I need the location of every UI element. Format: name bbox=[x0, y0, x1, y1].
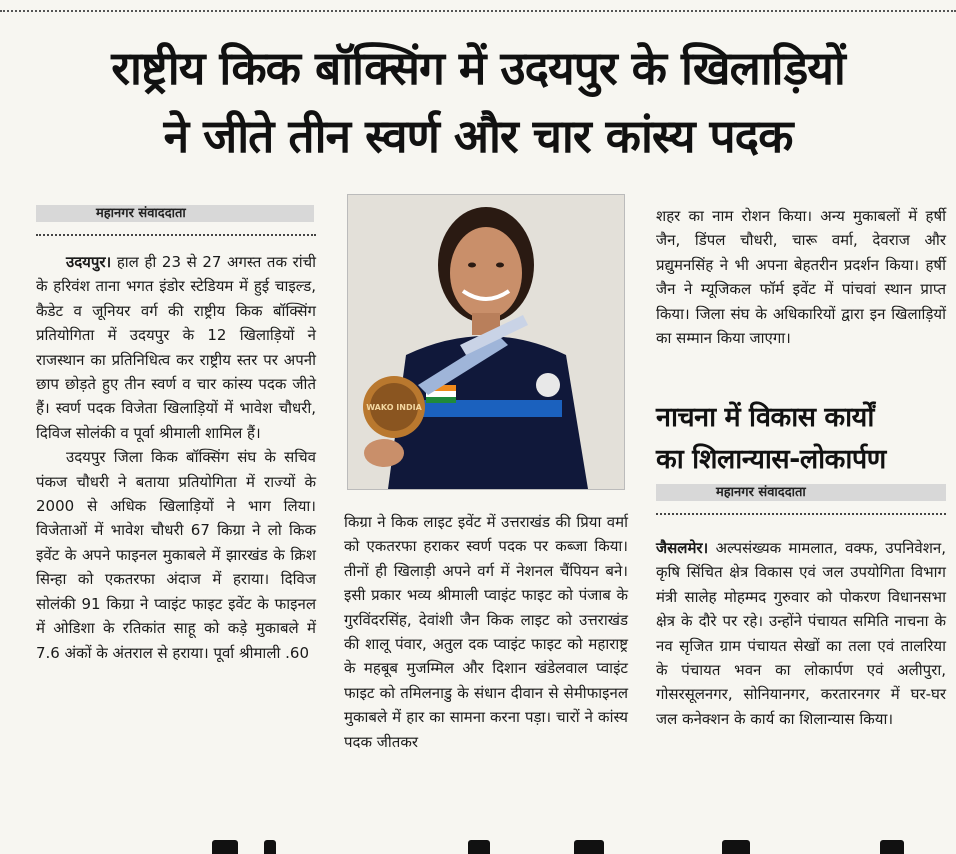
dateline-jaisalmer: जैसलमेर। bbox=[656, 539, 709, 557]
photo-illustration bbox=[348, 195, 624, 489]
article-1-column-2 bbox=[344, 510, 628, 754]
article-2-text: अल्पसंख्यक मामलात, वक्फ, उपनिवेशन, कृषि सिंचित क्षेत्र विकास एवं जल उपयोगिता विभाग मंत्री सालेह मोहम्मद गुरुवार को पोकरण विधानसभा क्षेत्र के दौरे पर रहे। उन्होंने पंचायत समिति नाचना के नव सृजित ग्राम पंचायत सेखों का तला एवं तालरिया के पंचायत भवन का लोकार्पण एवं अलीपुरा, गोसरसूलनगर, सोनियानगर, करतारनगर में घर-घर जल कनेक्शन के कार्य का शिलान्यास किया। bbox=[656, 539, 946, 728]
headline-line-1: राष्ट्रीय किक बॉक्सिंग में उदयपुर के खिलाड़ियों bbox=[111, 41, 845, 95]
byline-rule-2 bbox=[656, 513, 946, 515]
article-2-headline-line-2: का शिलान्यास-लोकार्पण bbox=[656, 444, 886, 475]
paragraph-1 bbox=[36, 250, 316, 445]
article-2-headline-line-1: नाचना में विकास कार्यों bbox=[656, 402, 874, 433]
column-2-text: किग्रा ने किक लाइट इवेंट में उत्तराखंड की प्रिया वर्मा को एकतरफा हराकर स्वर्ण पदक पर कब्जा किया। तीनों ही खिलाड़ी अपने वर्ग में नेशनल चैंपियन बने। इसी प्रकार भव्य श्रीमाली प्वाइंट फाइट को पंजाब के गुरविंदरसिंह, देवांशी जैन किक लाइट को उत्तराखंड की शालू पंवार, अतुल दक प्वाइंट फाइट को महाराष्ट्र के महबूब मुजम्मिल और दिशान खंडेलवाल प्वाइंट फाइट को तमिलनाडु के संधान दीवान से सेमीफाइनल मुकाबले में हार का सामना करना पड़ा। चारों ने कांस्य पदक जीतकर bbox=[344, 513, 628, 751]
top-dotted-rule bbox=[0, 10, 956, 12]
byline-article-1: महानगर संवाददाता bbox=[36, 205, 314, 222]
column-3-text: शहर का नाम रोशन किया। अन्य मुकाबलों में हर्षी जैन, डिंपल चौधरी, चारू वर्मा, देवराज और प्रद्युमनसिंह ने भी अपना बेहतरीन प्रदर्शन किया। हर्षी जैन ने म्यूजिकल फॉर्म इवेंट में पांचवां स्थान प्राप्त किया। जिला संघ के अधिकारियों द्वारा इन खिलाड़ियों का सम्मान किया जाएगा। bbox=[656, 207, 946, 348]
cropped-next-headline bbox=[0, 840, 956, 854]
medal-winner-photo bbox=[347, 194, 625, 490]
paragraph-1-text: हाल ही 23 से 27 अगस्त तक रांची के हरिवंश ताना भगत इंडोर स्टेडियम में हुई चाइल्ड, कैडेट व जूनियर वर्ग की राष्ट्रीय किक बॉक्सिंग प्रतियोगिता में उदयपुर के 12 खिलाड़ियों ने राजस्थान का प्रतिनिधित्व कर राष्ट्रीय स्तर पर अपनी छाप छोड़ते हुए तीन स्वर्ण व चार कांस्य पदक जीते हैं। स्वर्ण पदक विजेता खिलाड़ियों में भावेश चौधरी, दिविज सोलंकी व पूर्वा श्रीमाली शामिल हैं। bbox=[36, 253, 316, 442]
medal-lettering: WAKO INDIA bbox=[366, 403, 422, 412]
byline-article-2: महानगर संवाददाता bbox=[656, 484, 946, 501]
byline-rule-1 bbox=[36, 234, 316, 236]
article-2-body bbox=[656, 536, 946, 731]
paragraph-2: उदयपुर जिला किक बॉक्सिंग संघ के सचिव पंकज चौधरी ने बताया प्रतियोगिता में राज्यों के 2000 से अधिक खिलाड़ियों ने भाग लिया। विजेताओं में भावेश चौधरी 67 किग्रा ने लो किक इवेंट के अपने फाइनल मुकाबले में झारखंड के क्रिश सिन्हा को एकतरफा अंदाज में हराया। दिविज सोलंकी 91 किग्रा ने प्वाइंट फाइट इवेंट के फाइनल में ओडिशा के रतिकांत साहू को कड़े मुकाबले में 7.6 अंकों के अंतराल से हराया। पूर्वा श्रीमाली .60 bbox=[36, 448, 316, 662]
dateline-udaipur: उदयपुर। bbox=[66, 253, 112, 271]
article-1-column-1 bbox=[36, 250, 316, 665]
headline-line-2: ने जीते तीन स्वर्ण और चार कांस्य पदक bbox=[163, 109, 793, 163]
article-1-column-3 bbox=[656, 204, 946, 350]
article-2-paragraph bbox=[656, 536, 946, 731]
